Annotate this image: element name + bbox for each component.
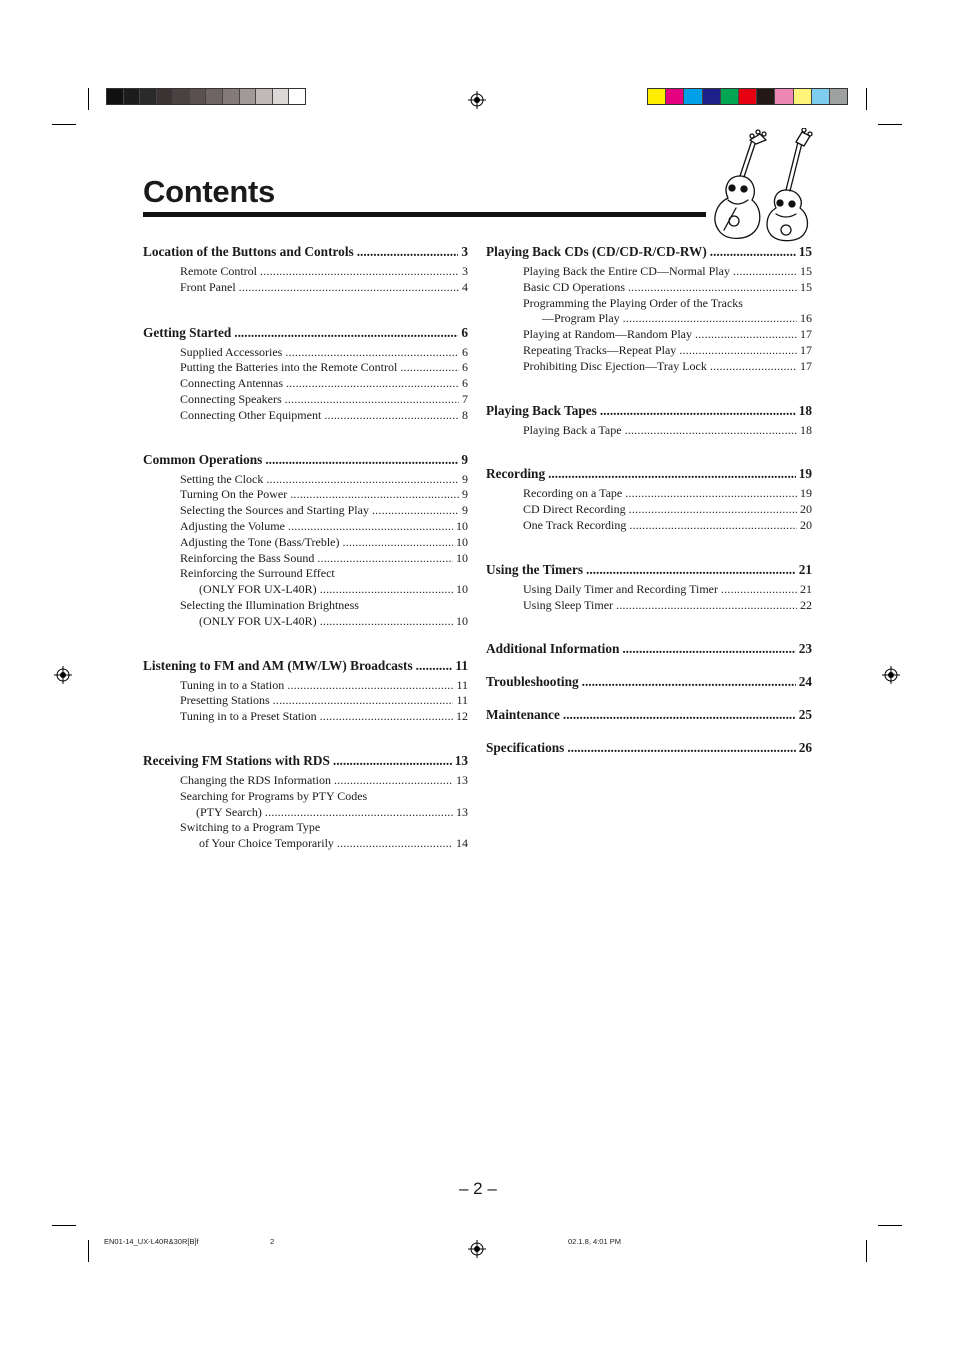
toc-entry-continuation[interactable] bbox=[143, 582, 468, 598]
toc-section-title: Common Operations bbox=[143, 451, 263, 467]
toc-entry-continuation[interactable] bbox=[143, 836, 468, 852]
toc-section-heading[interactable] bbox=[143, 243, 468, 260]
toc-entry-page: 4 bbox=[462, 279, 468, 294]
color-swatch bbox=[157, 89, 174, 104]
toc-entry-list bbox=[143, 345, 468, 424]
toc-entry-page: 15 bbox=[800, 279, 812, 294]
toc-entry-continuation[interactable] bbox=[143, 805, 468, 821]
toc-section-page: 11 bbox=[455, 657, 468, 673]
toc-section-page: 6 bbox=[461, 324, 468, 340]
leader-dots bbox=[334, 773, 453, 789]
color-swatch bbox=[703, 89, 721, 104]
toc-entry-title: Recording on a Tape bbox=[523, 486, 623, 501]
toc-entry-title: Reinforcing the Bass Sound bbox=[180, 550, 315, 565]
toc-section-title: Listening to FM and AM (MW/LW) Broadcasts bbox=[143, 657, 413, 673]
toc-entry-title: Selecting the Sources and Starting Play bbox=[180, 503, 369, 518]
toc-entry-list bbox=[143, 773, 468, 852]
toc-section-title: Using the Timers bbox=[486, 561, 584, 577]
toc-entry[interactable] bbox=[486, 502, 812, 518]
color-bar bbox=[647, 88, 848, 105]
toc-section-heading[interactable] bbox=[486, 706, 812, 723]
toc-entry[interactable] bbox=[143, 392, 468, 408]
leader-dots bbox=[239, 280, 459, 296]
toc-section bbox=[486, 402, 812, 439]
toc-entry[interactable] bbox=[486, 296, 812, 312]
toc-entry[interactable] bbox=[143, 503, 468, 519]
toc-entry-title: Connecting Antennas bbox=[180, 376, 283, 391]
toc-entry-title: Connecting Speakers bbox=[180, 391, 282, 406]
toc-section bbox=[486, 739, 812, 756]
leader-dots bbox=[260, 264, 459, 280]
toc-entry-title: Selecting the Illumination Brightness bbox=[180, 597, 359, 612]
color-swatch bbox=[206, 89, 223, 104]
toc-entry-page: 20 bbox=[800, 502, 812, 517]
toc-section-title: Playing Back CDs (CD/CD-R/CD-RW) bbox=[486, 244, 707, 259]
toc-section-heading[interactable] bbox=[486, 640, 812, 657]
toc-entry-title: Changing the RDS Information bbox=[180, 772, 331, 787]
leader-dots bbox=[582, 673, 796, 690]
toc-entry[interactable] bbox=[486, 582, 812, 598]
toc-entry[interactable] bbox=[486, 598, 812, 614]
toc-section-heading[interactable] bbox=[143, 451, 468, 468]
color-swatch bbox=[794, 89, 812, 104]
leader-dots bbox=[563, 706, 796, 723]
leader-dots bbox=[548, 465, 796, 482]
toc-entry[interactable] bbox=[486, 359, 812, 375]
toc-entry[interactable] bbox=[143, 360, 468, 376]
toc-entry-page: 20 bbox=[800, 517, 812, 532]
toc-section bbox=[143, 243, 468, 296]
registration-mark-icon bbox=[468, 91, 486, 109]
grayscale-bar bbox=[106, 88, 306, 105]
toc-entry-title: Connecting Other Equipment bbox=[180, 407, 322, 422]
toc-entry-title-cont: (ONLY FOR UX-L40R) bbox=[199, 613, 317, 628]
crop-mark bbox=[52, 124, 76, 125]
registration-mark-icon bbox=[468, 1240, 486, 1258]
toc-section bbox=[143, 324, 468, 424]
toc-right-column bbox=[486, 243, 812, 756]
toc-entry-title: Putting the Batteries into the Remote Control bbox=[180, 360, 398, 375]
toc-section-heading[interactable] bbox=[486, 739, 812, 756]
toc-entry-page: 14 bbox=[456, 836, 468, 851]
color-swatch bbox=[289, 89, 305, 104]
toc-entry-page: 8 bbox=[462, 407, 468, 422]
toc-entry-page: 22 bbox=[800, 597, 812, 612]
leader-dots bbox=[234, 324, 458, 341]
toc-entry[interactable] bbox=[143, 472, 468, 488]
toc-entry-page: 15 bbox=[800, 264, 812, 278]
toc-section-heading[interactable] bbox=[486, 465, 812, 482]
toc-entry[interactable] bbox=[486, 280, 812, 296]
toc-entry[interactable] bbox=[143, 519, 468, 535]
toc-entry-title: Adjusting the Volume bbox=[180, 518, 285, 533]
crop-mark bbox=[52, 1225, 76, 1226]
toc-section-page: 9 bbox=[461, 451, 468, 467]
toc-section-heading[interactable] bbox=[486, 402, 812, 419]
color-swatch bbox=[190, 89, 207, 104]
color-swatch bbox=[666, 89, 684, 104]
leader-dots bbox=[333, 752, 452, 769]
leader-dots bbox=[600, 402, 796, 419]
color-swatch bbox=[256, 89, 273, 104]
toc-section-heading[interactable] bbox=[486, 673, 812, 690]
footer-page: 2 bbox=[270, 1237, 275, 1246]
leader-dots bbox=[285, 392, 459, 408]
toc-entry-page: 18 bbox=[800, 422, 812, 437]
leader-dots bbox=[586, 561, 796, 578]
toc-entry[interactable] bbox=[143, 709, 468, 725]
toc-entry-title: Switching to a Program Type bbox=[180, 820, 321, 835]
leader-dots bbox=[679, 343, 797, 359]
toc-entry[interactable] bbox=[486, 327, 812, 343]
leader-dots bbox=[265, 451, 458, 468]
leader-dots bbox=[324, 408, 459, 424]
leader-dots bbox=[273, 693, 454, 709]
toc-entry[interactable] bbox=[143, 345, 468, 361]
toc-entry-title: Tuning in to a Preset Station bbox=[180, 709, 317, 724]
toc-left-column bbox=[143, 243, 468, 852]
footer-timestamp: 02.1.8, 4:01 PM bbox=[568, 1237, 621, 1246]
toc-section-page: 13 bbox=[454, 752, 468, 768]
leader-dots bbox=[629, 518, 797, 534]
toc-entry[interactable] bbox=[486, 518, 812, 534]
toc-entry[interactable] bbox=[143, 678, 468, 694]
crop-mark bbox=[866, 1240, 867, 1262]
toc-entry-title: Turning On the Power bbox=[180, 487, 288, 502]
toc-section bbox=[486, 673, 812, 690]
page-title: Contents bbox=[143, 174, 275, 209]
toc-entry-title: Prohibiting Disc Ejection—Tray Lock bbox=[523, 358, 707, 373]
toc-entry-title: Setting the Clock bbox=[180, 471, 264, 486]
toc-entry-title: CD Direct Recording bbox=[523, 502, 626, 517]
toc-section bbox=[143, 752, 468, 852]
toc-entry[interactable] bbox=[143, 408, 468, 424]
toc-entry-title: Programming the Playing Order of the Tracks bbox=[523, 295, 743, 310]
toc-entry[interactable] bbox=[143, 773, 468, 789]
leader-dots bbox=[288, 519, 453, 535]
toc-entry-title: Basic CD Operations bbox=[523, 279, 625, 294]
leader-dots bbox=[317, 551, 453, 567]
leader-dots bbox=[337, 836, 453, 852]
toc-section-title: Additional Information bbox=[486, 641, 620, 657]
toc-entry-page: 10 bbox=[456, 518, 468, 533]
toc-section-title: Location of the Buttons and Controls bbox=[143, 244, 354, 259]
toc-entry-page: 6 bbox=[462, 376, 468, 391]
toc-entry-list bbox=[486, 423, 812, 439]
toc-entry-title-cont: (ONLY FOR UX-L40R) bbox=[199, 582, 317, 597]
toc-entry[interactable] bbox=[143, 789, 468, 805]
toc-entry[interactable] bbox=[486, 343, 812, 359]
toc-section-page: 25 bbox=[798, 707, 812, 723]
toc-entry-page: 17 bbox=[800, 358, 812, 373]
toc-entry-title: Front Panel bbox=[180, 279, 236, 294]
registration-mark-icon bbox=[54, 666, 72, 684]
registration-mark-icon bbox=[882, 666, 900, 684]
toc-entry-page: 9 bbox=[462, 471, 468, 486]
crop-mark bbox=[88, 88, 89, 110]
toc-section-heading[interactable] bbox=[143, 657, 468, 674]
toc-entry[interactable] bbox=[486, 423, 812, 439]
leader-dots bbox=[290, 487, 459, 503]
toc-entry-title: One Track Recording bbox=[523, 517, 627, 532]
toc-section bbox=[143, 451, 468, 630]
toc-section-title: Receiving FM Stations with RDS bbox=[143, 752, 330, 768]
toc-entry-title: Repeating Tracks—Repeat Play bbox=[523, 342, 677, 357]
toc-section-title: Getting Started bbox=[143, 324, 232, 340]
toc-entry-title: Presetting Stations bbox=[180, 693, 270, 708]
toc-entry-title: Playing at Random—Random Play bbox=[523, 327, 692, 342]
leader-dots bbox=[372, 503, 459, 519]
color-swatch bbox=[140, 89, 157, 104]
leader-dots bbox=[628, 280, 797, 296]
leader-dots bbox=[567, 739, 795, 756]
toc-entry-page: 17 bbox=[800, 342, 812, 357]
toc-section bbox=[486, 561, 812, 614]
toc-entry-title: Remote Control bbox=[180, 264, 257, 278]
toc-section bbox=[486, 465, 812, 533]
leader-dots bbox=[287, 678, 453, 694]
toc-section-title: Specifications bbox=[486, 740, 565, 756]
toc-entry[interactable] bbox=[143, 551, 468, 567]
leader-dots bbox=[343, 535, 454, 551]
toc-entry[interactable] bbox=[143, 820, 468, 836]
page-number: – 2 – bbox=[459, 1179, 497, 1198]
toc-section-page: 21 bbox=[798, 561, 812, 577]
crop-mark bbox=[878, 1225, 902, 1226]
toc-entry-page: 10 bbox=[456, 534, 468, 549]
leader-dots bbox=[320, 582, 453, 598]
toc-section-title: Recording bbox=[486, 466, 546, 482]
leader-dots bbox=[622, 640, 795, 657]
leader-dots bbox=[616, 598, 797, 614]
toc-entry[interactable] bbox=[143, 487, 468, 503]
toc-entry-list bbox=[143, 472, 468, 630]
leader-dots bbox=[710, 243, 796, 260]
toc-entry-page: 11 bbox=[456, 693, 468, 708]
color-swatch bbox=[273, 89, 290, 104]
toc-entry-page: 6 bbox=[462, 360, 468, 375]
toc-section-page: 19 bbox=[798, 466, 812, 482]
color-swatch bbox=[775, 89, 793, 104]
leader-dots bbox=[320, 709, 453, 725]
toc-entry-page: 10 bbox=[456, 550, 468, 565]
toc-entry-title: Playing Back a Tape bbox=[523, 422, 622, 437]
toc-entry-page: 9 bbox=[462, 503, 468, 518]
toc-entry[interactable] bbox=[143, 598, 468, 614]
leader-dots bbox=[286, 376, 459, 392]
toc-section-title: Troubleshooting bbox=[486, 674, 579, 690]
leader-dots bbox=[266, 472, 459, 488]
toc-entry-title: Adjusting the Tone (Bass/Treble) bbox=[180, 534, 340, 549]
toc-entry-page: 9 bbox=[462, 487, 468, 502]
toc-section-title: Maintenance bbox=[486, 707, 560, 723]
crop-mark bbox=[88, 1240, 89, 1262]
leader-dots bbox=[623, 311, 797, 327]
color-swatch bbox=[107, 89, 124, 104]
toc-entry[interactable] bbox=[486, 264, 812, 280]
color-swatch bbox=[684, 89, 702, 104]
toc-entry-continuation[interactable] bbox=[486, 311, 812, 327]
toc-entry-title-cont: (PTY Search) bbox=[196, 804, 262, 819]
toc-entry[interactable] bbox=[143, 376, 468, 392]
leader-dots bbox=[416, 657, 453, 674]
toc-section bbox=[486, 640, 812, 657]
leader-dots bbox=[625, 423, 797, 439]
toc-entry[interactable] bbox=[143, 566, 468, 582]
color-swatch bbox=[223, 89, 240, 104]
color-swatch bbox=[757, 89, 775, 104]
leader-dots bbox=[285, 345, 459, 361]
toc-entry-page: 16 bbox=[800, 311, 812, 326]
color-swatch bbox=[240, 89, 257, 104]
toc-section-heading[interactable] bbox=[486, 561, 812, 578]
toc-entry-list bbox=[486, 582, 812, 614]
toc-entry[interactable] bbox=[143, 280, 468, 296]
toc-entry-page: 7 bbox=[462, 391, 468, 406]
toc-entry[interactable] bbox=[486, 486, 812, 502]
color-swatch bbox=[721, 89, 739, 104]
toc-entry-list bbox=[143, 264, 468, 296]
leader-dots bbox=[733, 264, 797, 280]
toc-entry[interactable] bbox=[143, 264, 468, 280]
toc-entry-page: 13 bbox=[456, 772, 468, 787]
toc-entry-page: 3 bbox=[462, 264, 468, 278]
toc-section bbox=[486, 243, 812, 375]
color-swatch bbox=[739, 89, 757, 104]
leader-dots bbox=[721, 582, 797, 598]
color-swatch bbox=[830, 89, 847, 104]
guitar-mascots-illustration bbox=[706, 128, 818, 244]
toc-entry-page: 21 bbox=[800, 581, 812, 596]
toc-entry-title: Using Sleep Timer bbox=[523, 597, 614, 612]
toc-entry-page: 6 bbox=[462, 344, 468, 359]
toc-entry-title: Reinforcing the Surround Effect bbox=[180, 566, 335, 581]
toc-section-heading[interactable] bbox=[486, 243, 812, 260]
toc-entry[interactable] bbox=[143, 535, 468, 551]
toc-section-page: 26 bbox=[798, 740, 812, 756]
toc-section-page: 18 bbox=[798, 402, 812, 418]
color-swatch bbox=[648, 89, 666, 104]
toc-entry-page: 11 bbox=[456, 677, 468, 692]
toc-entry-page: 12 bbox=[456, 709, 468, 724]
toc-section-page: 24 bbox=[798, 674, 812, 690]
leader-dots bbox=[320, 614, 453, 630]
toc-section-page: 15 bbox=[798, 244, 812, 259]
toc-entry-page: 13 bbox=[456, 804, 468, 819]
toc-entry-title-cont: —Program Play bbox=[542, 311, 620, 326]
color-swatch bbox=[812, 89, 830, 104]
leader-dots bbox=[625, 486, 797, 502]
footer-filename: EN01-14_UX-L40R&30R[B]f bbox=[104, 1237, 199, 1246]
leader-dots bbox=[629, 502, 797, 518]
toc-entry-list bbox=[486, 486, 812, 533]
toc-entry-list bbox=[486, 264, 812, 375]
toc-entry-title: Playing Back the Entire CD—Normal Play bbox=[523, 264, 730, 278]
leader-dots bbox=[695, 327, 797, 343]
toc-entry-title: Supplied Accessories bbox=[180, 344, 283, 359]
toc-entry[interactable] bbox=[143, 693, 468, 709]
toc-entry-page: 10 bbox=[456, 582, 468, 597]
leader-dots bbox=[357, 243, 459, 260]
toc-entry-page: 19 bbox=[800, 486, 812, 501]
toc-section-heading[interactable] bbox=[143, 324, 468, 341]
color-swatch bbox=[173, 89, 190, 104]
toc-entry-list bbox=[143, 678, 468, 725]
color-swatch bbox=[124, 89, 141, 104]
title-rule bbox=[143, 212, 706, 217]
toc-entry-title: Tuning in to a Station bbox=[180, 677, 285, 692]
toc-entry-page: 10 bbox=[456, 613, 468, 628]
toc-entry-title: Using Daily Timer and Recording Timer bbox=[523, 581, 719, 596]
leader-dots bbox=[710, 359, 797, 375]
toc-section-title: Playing Back Tapes bbox=[486, 402, 597, 418]
toc-section bbox=[486, 706, 812, 723]
leader-dots bbox=[400, 360, 459, 376]
toc-section-page: 3 bbox=[461, 244, 468, 259]
toc-entry-page: 17 bbox=[800, 327, 812, 342]
toc-entry-continuation[interactable] bbox=[143, 614, 468, 630]
crop-mark bbox=[866, 88, 867, 110]
crop-mark bbox=[878, 124, 902, 125]
toc-section-heading[interactable] bbox=[143, 752, 468, 769]
toc-entry-title: Searching for Programs by PTY Codes bbox=[180, 788, 368, 803]
toc-entry-title-cont: of Your Choice Temporarily bbox=[199, 836, 334, 851]
toc-section bbox=[143, 657, 468, 725]
leader-dots bbox=[265, 805, 453, 821]
toc-section-page: 23 bbox=[798, 641, 812, 657]
